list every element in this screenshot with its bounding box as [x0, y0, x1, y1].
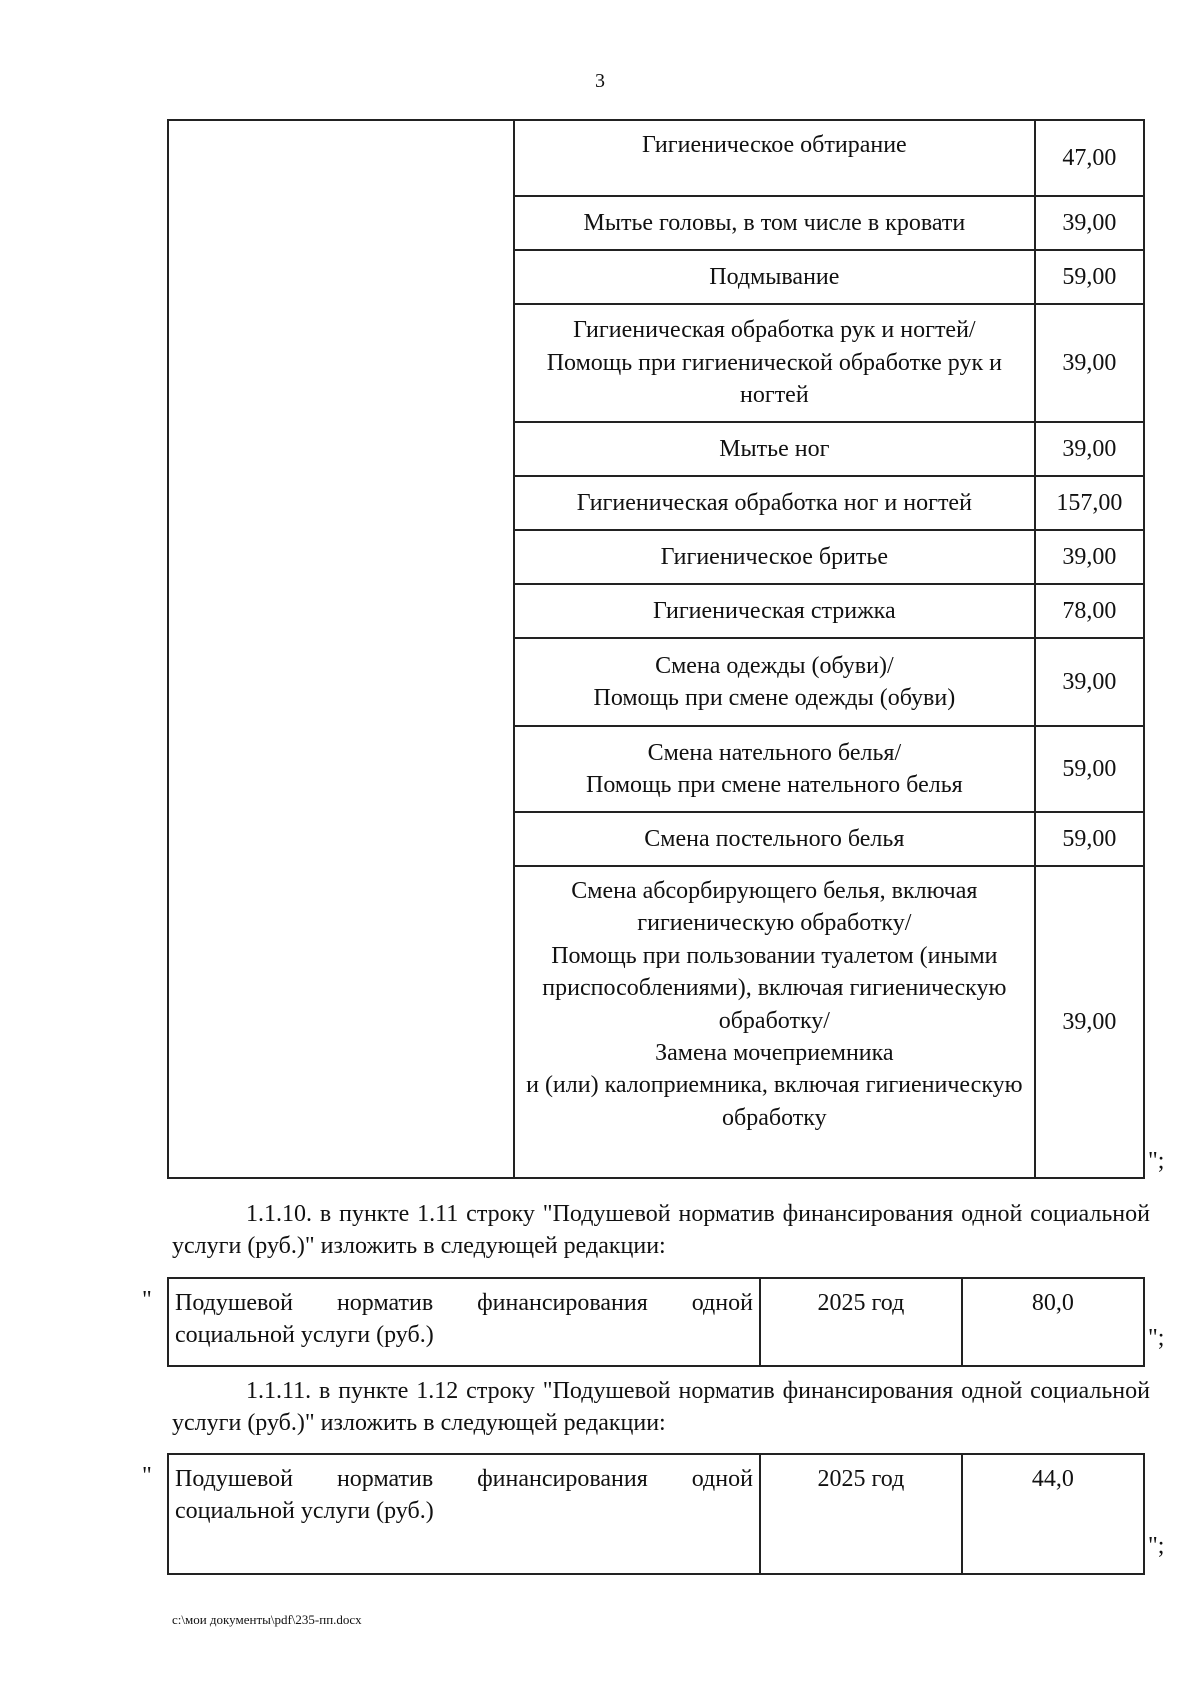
opening-quote-2: " [142, 1463, 152, 1489]
service-price: 39,00 [1035, 866, 1144, 1178]
norm-table-2 [167, 1453, 1145, 1575]
service-name: Смена нательного белья/ Помощь при смене нательного белья [514, 726, 1035, 812]
norm-label: Подушевой норматив финансирования одной социальной услуги (руб.) [168, 1278, 760, 1366]
service-price: 59,00 [1035, 250, 1144, 304]
paragraph-1-1-11-text: 1.1.11. в пункте 1.12 строку "Подушевой норматив финансирования одной социальной услуги (руб.)" изложить в следующей редакции: [172, 1378, 1150, 1437]
closing-quote-3: "; [1148, 1533, 1165, 1559]
service-name: Смена постельного белья [514, 812, 1035, 866]
service-name: Мытье ног [514, 422, 1035, 476]
service-price: 39,00 [1035, 530, 1144, 584]
closing-quote-1: "; [1148, 1148, 1165, 1174]
paragraph-1-1-11 [172, 1375, 1150, 1440]
empty-merged-cell [168, 120, 514, 1178]
norm-year: 2025 год [760, 1454, 962, 1574]
services-table [167, 119, 1145, 1179]
service-price: 39,00 [1035, 196, 1144, 250]
closing-quote-2: "; [1148, 1325, 1165, 1351]
norm-value: 44,0 [962, 1454, 1144, 1574]
table-row [168, 1454, 1144, 1574]
service-price: 39,00 [1035, 304, 1144, 422]
norm-label: Подушевой норматив финансирования одной социальной услуги (руб.) [168, 1454, 760, 1574]
service-name: Смена абсорбирующего белья, включая гигиеническую обработку/ Помощь при пользовании туалетом (иными приспособлениями), включая гигиеническую обработку/ Замена мочеприемника и (или) калоприемника, включая гигиеническую обработку [514, 866, 1035, 1178]
service-name: Гигиеническая обработка рук и ногтей/ Помощь при гигиенической обработке рук и ногтей [514, 304, 1035, 422]
service-price: 39,00 [1035, 422, 1144, 476]
service-name: Гигиеническая обработка ног и ногтей [514, 476, 1035, 530]
service-price: 59,00 [1035, 812, 1144, 866]
page-number: 3 [595, 70, 605, 92]
service-price: 47,00 [1035, 120, 1144, 196]
service-price: 39,00 [1035, 638, 1144, 726]
service-name: Гигиеническое бритье [514, 530, 1035, 584]
service-name: Гигиеническая стрижка [514, 584, 1035, 638]
table-row [168, 1278, 1144, 1366]
file-path-footer: c:\мои документы\pdf\235-пп.docx [172, 1612, 362, 1627]
service-name: Смена одежды (обуви)/ Помощь при смене одежды (обуви) [514, 638, 1035, 726]
paragraph-1-1-10 [172, 1198, 1150, 1263]
opening-quote-1: " [142, 1287, 152, 1313]
service-name: Гигиеническое обтирание [514, 120, 1035, 196]
norm-year: 2025 год [760, 1278, 962, 1366]
service-price: 78,00 [1035, 584, 1144, 638]
norm-value: 80,0 [962, 1278, 1144, 1366]
paragraph-1-1-10-text: 1.1.10. в пункте 1.11 строку "Подушевой норматив финансирования одной социальной услуги (руб.)" изложить в следующей редакции: [172, 1201, 1150, 1260]
service-name: Подмывание [514, 250, 1035, 304]
service-price: 157,00 [1035, 476, 1144, 530]
table-row [168, 120, 1144, 196]
service-price: 59,00 [1035, 726, 1144, 812]
norm-table-1 [167, 1277, 1145, 1367]
service-name: Мытье головы, в том числе в кровати [514, 196, 1035, 250]
